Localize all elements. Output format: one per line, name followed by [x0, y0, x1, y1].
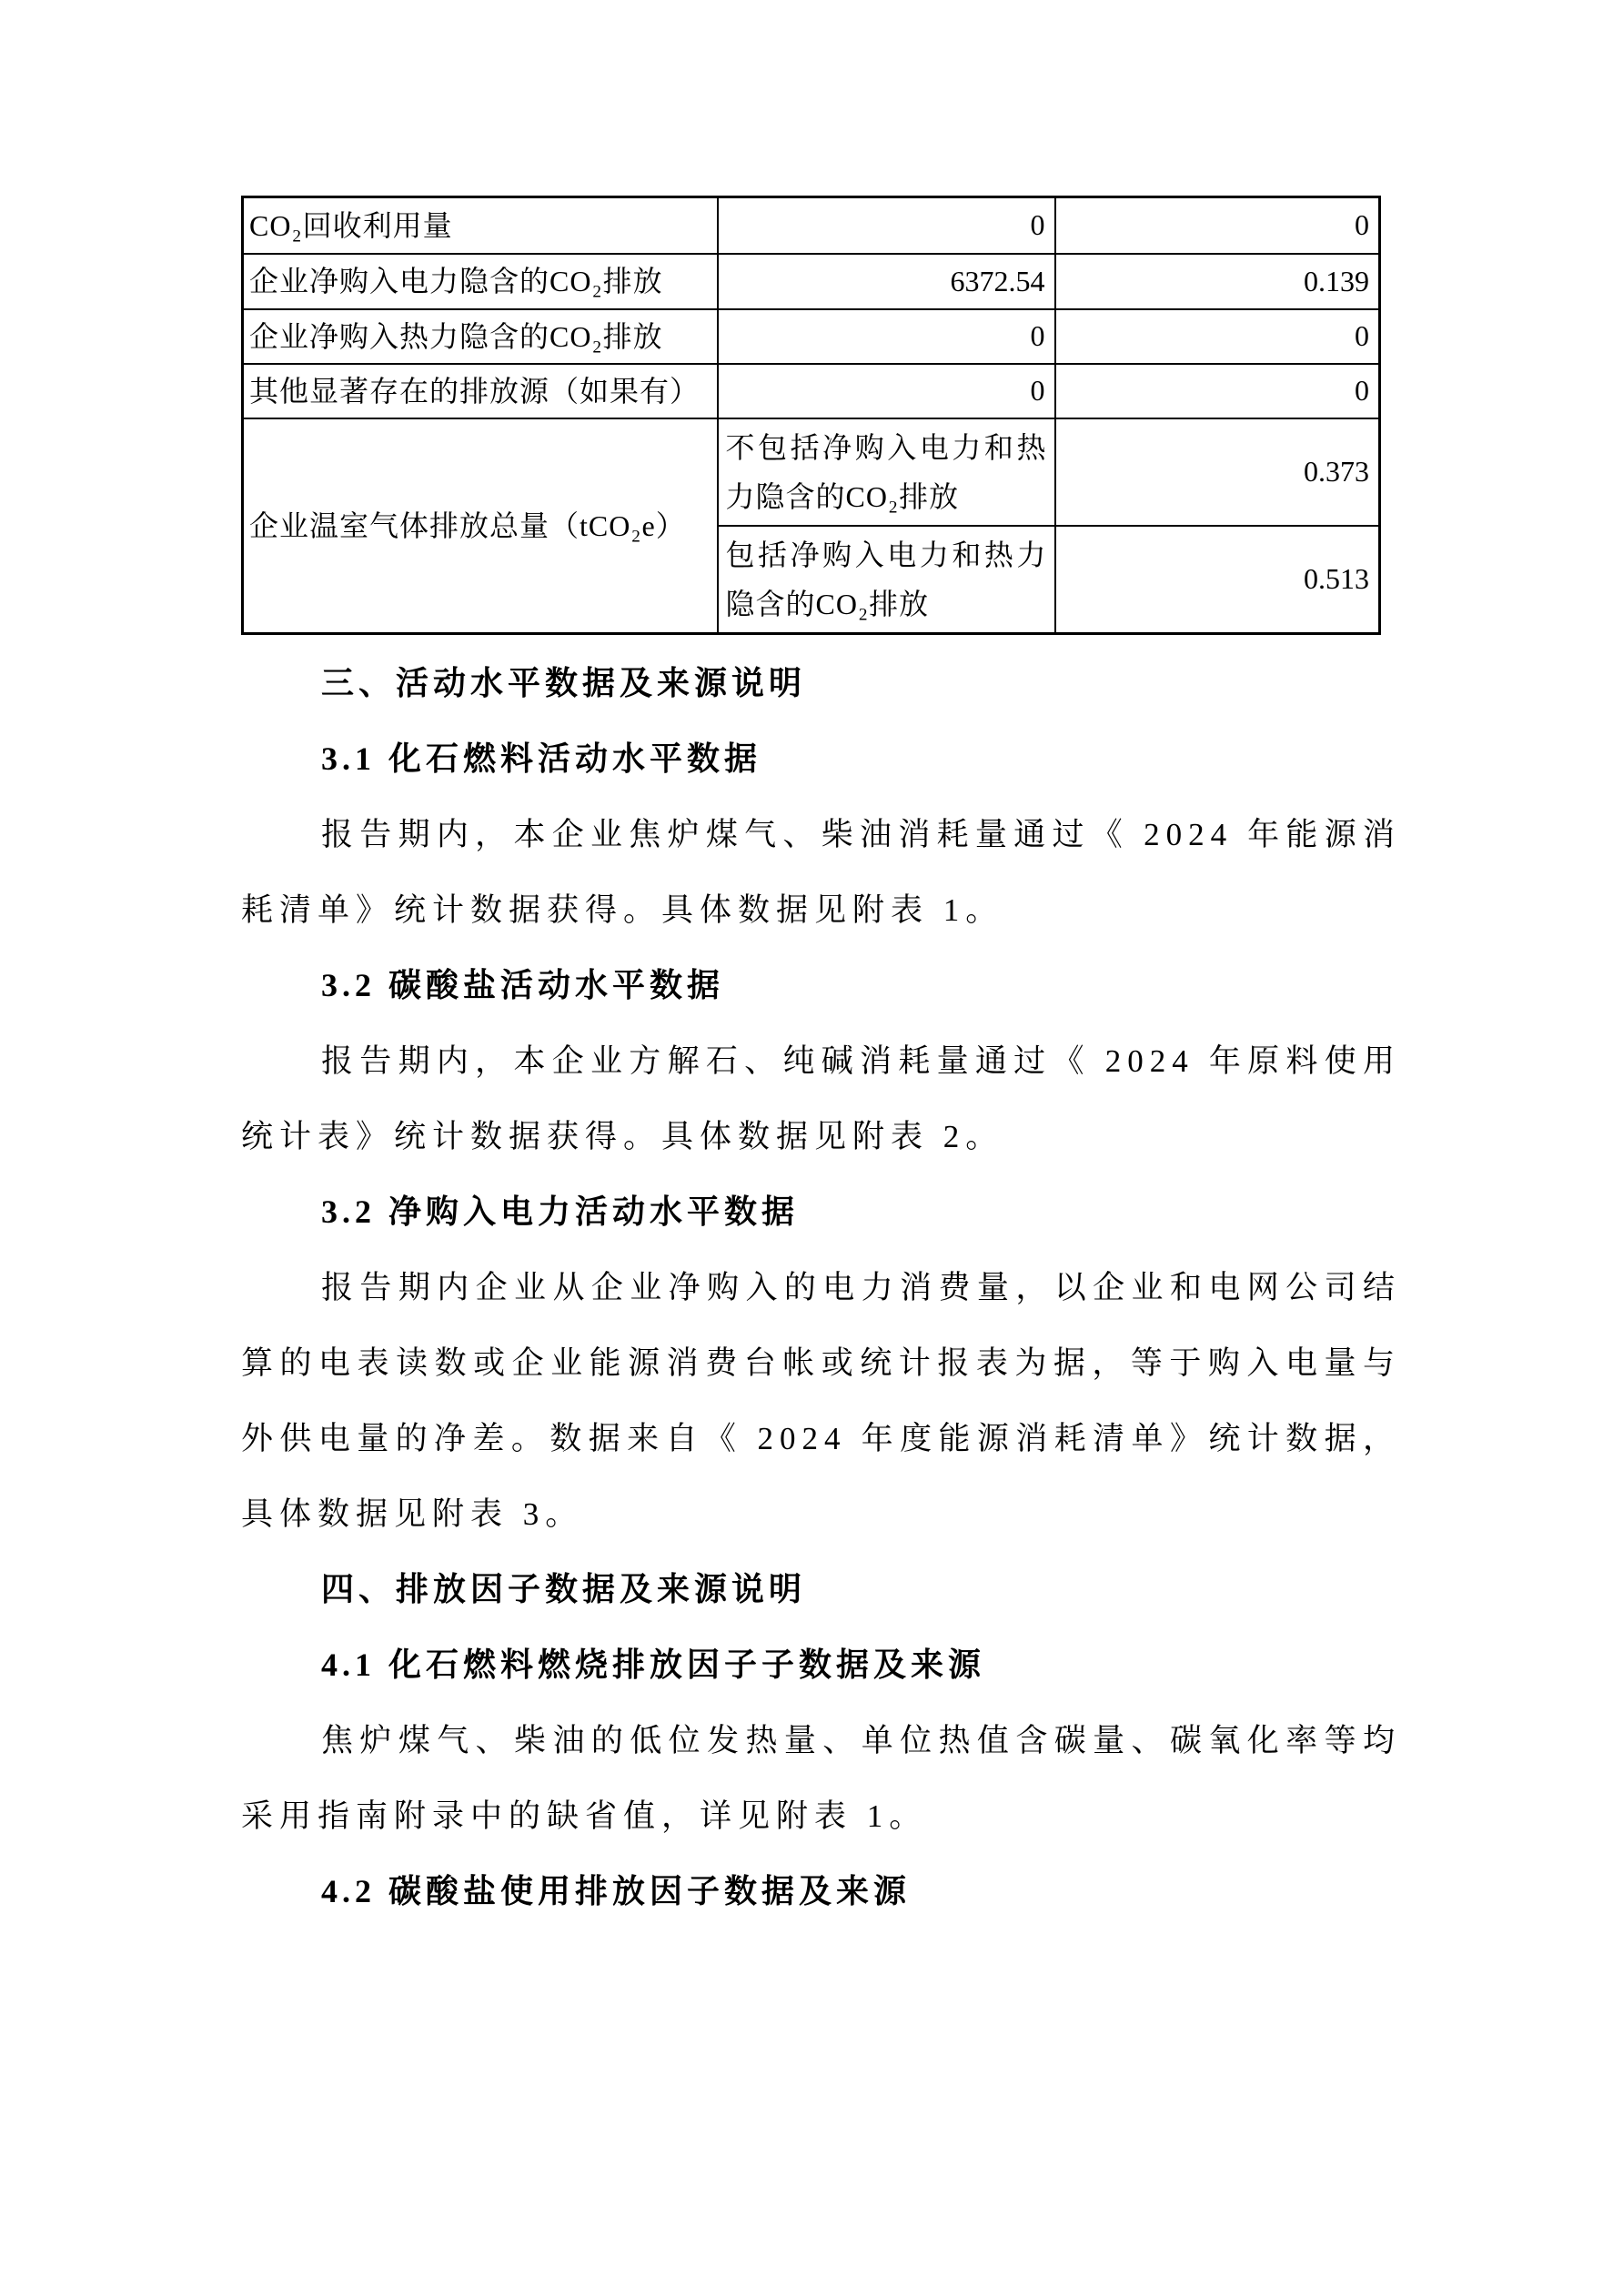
amount-value: 6372.54 — [718, 254, 1055, 309]
page-content — [241, 196, 1401, 1929]
intensity-value: 0 — [1055, 309, 1380, 364]
subsection-heading-purchased-electricity-activity: 3.2 净购入电力活动水平数据 — [321, 1193, 800, 1230]
total-breakdown-label: 不包括净购入电力和热力隐含的CO₂排放 — [718, 418, 1055, 526]
section-heading-activity-data: 三、活动水平数据及来源说明 — [321, 664, 807, 701]
table-row — [243, 254, 1380, 309]
paragraph-fossil-fuel-activity: 报告期内，本企业焦炉煤气、柴油消耗量通过《 2024 年能源消耗清单》统计数据获得。具体数据见附表 1。 — [241, 816, 1401, 928]
total-breakdown-value: 0.373 — [1055, 418, 1380, 526]
table-row-total — [243, 418, 1380, 526]
amount-value: 0 — [718, 364, 1055, 418]
subsection-heading-fossil-fuel-activity: 3.1 化石燃料活动水平数据 — [321, 740, 762, 777]
document-body — [241, 646, 1401, 1929]
row-label: CO₂回收利用量 — [243, 197, 718, 254]
subsection-heading-fossil-fuel-factors: 4.1 化石燃料燃烧排放因子子数据及来源 — [321, 1646, 986, 1683]
row-label: 其他显著存在的排放源（如果有） — [243, 364, 718, 418]
row-label: 企业净购入热力隐含的CO₂排放 — [243, 309, 718, 364]
intensity-value: 0.139 — [1055, 254, 1380, 309]
table-row — [243, 364, 1380, 418]
paragraph-fossil-fuel-factors: 焦炉煤气、柴油的低位发热量、单位热值含碳量、碳氧化率等均采用指南附录中的缺省值，详见附表 1。 — [241, 1722, 1401, 1834]
total-breakdown-value: 0.513 — [1055, 526, 1380, 634]
table-row — [243, 197, 1380, 254]
amount-value: 0 — [718, 197, 1055, 254]
table-row — [243, 309, 1380, 364]
row-label: 企业净购入电力隐含的CO₂排放 — [243, 254, 718, 309]
intensity-value: 0 — [1055, 197, 1380, 254]
section-heading-emission-factors: 四、排放因子数据及来源说明 — [321, 1570, 807, 1607]
subsection-heading-carbonate-factors: 4.2 碳酸盐使用排放因子数据及来源 — [321, 1872, 912, 1909]
subsection-heading-carbonate-activity: 3.2 碳酸盐活动水平数据 — [321, 966, 725, 1003]
paragraph-purchased-electricity-activity: 报告期内企业从企业净购入的电力消费量，以企业和电网公司结算的电表读数或企业能源消费台帐或统计报表为据，等于购入电量与外供电量的净差。数据来自《 2024 年度能源消耗清单》统计数据，具体数据见附表 3。 — [241, 1269, 1401, 1532]
total-breakdown-label: 包括净购入电力和热力隐含的CO₂排放 — [718, 526, 1055, 634]
total-row-label: 企业温室气体排放总量（tCO₂e） — [243, 418, 718, 634]
paragraph-carbonate-activity: 报告期内，本企业方解石、纯碱消耗量通过《 2024 年原料使用统计表》统计数据获得。具体数据见附表 2。 — [241, 1042, 1401, 1154]
intensity-value: 0 — [1055, 364, 1380, 418]
amount-value: 0 — [718, 309, 1055, 364]
emissions-summary-table — [241, 196, 1381, 635]
